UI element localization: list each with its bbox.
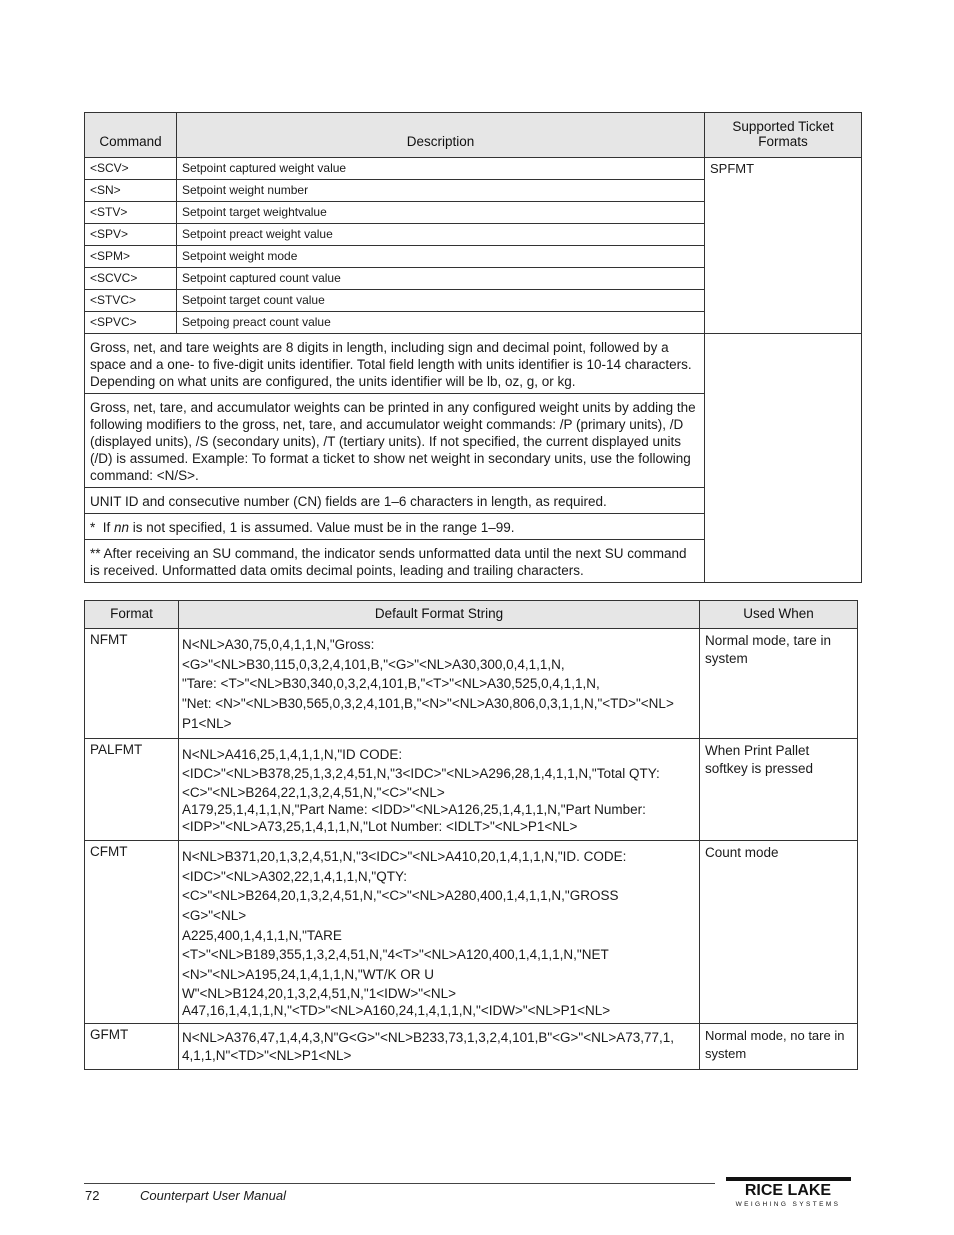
description-cell: Setpoint target weightvalue [177, 202, 705, 224]
logo-main-text: RICE LAKE [744, 1182, 832, 1199]
command-table [84, 112, 862, 583]
header-used-when: Used When [700, 601, 858, 629]
used-when: Count mode [700, 840, 858, 1023]
format-string [179, 629, 700, 739]
used-when: When Print Pallet softkey is pressed [700, 738, 858, 840]
header-supported-formats: Supported Ticket Formats [705, 113, 862, 158]
format-string-line: A225,400,1,4,1,1,N,"TARE [182, 927, 342, 943]
format-string-line: <T>"<NL>B189,355,1,3,2,4,51,N,"4<T>"<NL>A120,400,1,4,1,1,N,"NET [182, 947, 609, 963]
description-cell: Setpoint preact weight value [177, 224, 705, 246]
header-description: Description [177, 113, 705, 158]
manual-title: Counterpart User Manual [140, 1188, 286, 1203]
format-string-line: <G>"<NL>B30,115,0,3,2,4,101,B,"<G>"<NL>A30,300,0,4,1,1,N, [182, 656, 565, 672]
table-row [85, 629, 858, 739]
supported-format-cell: SPFMT [705, 158, 862, 334]
footer-rule [84, 1183, 715, 1184]
format-string-line: A47,16,1,4,1,1,N,"<TD>"<NL>A160,24,1,4,1,1,N,"<IDW>"<NL>P1<NL> [182, 1002, 611, 1018]
format-string [179, 1023, 700, 1069]
header-default-format-string: Default Format String [179, 601, 700, 629]
table-row [85, 158, 862, 180]
command-cell: <STVC> [85, 290, 177, 312]
note-star-suffix: is not specified, 1 is assumed. Value must be in the range 1–99. [129, 520, 515, 535]
format-table-header [85, 601, 858, 629]
table-row [85, 1023, 858, 1069]
format-name: CFMT [85, 840, 179, 1023]
description-cell: Setpoing preact count value [177, 312, 705, 334]
format-string-line: "Tare: <T>"<NL>B30,340,0,3,2,4,101,B,"<T>"<NL>A30,525,0,4,1,1,N, [182, 676, 600, 692]
format-name: NFMT [85, 629, 179, 739]
format-string-line: N<NL>A30,75,0,4,1,1,N,"Gross: [182, 637, 375, 652]
notes-blank-cell [705, 334, 862, 583]
format-name: GFMT [85, 1023, 179, 1069]
format-string-line: <IDP>"<NL>A73,25,1,4,1,1,N,"Lot Number: <IDLT>"<NL>P1<NL> [182, 818, 578, 834]
format-string-line: <IDC>"<NL>A302,22,1,4,1,1,N,"QTY: [182, 868, 407, 884]
format-string-line: N<NL>A416,25,1,4,1,1,N,"ID CODE: [182, 746, 403, 762]
format-string-line: <IDC>"<NL>B378,25,1,3,2,4,51,N,"3<IDC>"<NL>A296,28,1,4,1,1,N,"Total QTY: [182, 766, 660, 782]
note-nn-range [85, 514, 705, 540]
used-when: Normal mode, no tare in system [700, 1023, 858, 1069]
header-format: Format [85, 601, 179, 629]
description-cell: Setpoint weight mode [177, 246, 705, 268]
format-string-line: A179,25,1,4,1,1,N,"Part Name: <IDD>"<NL>A126,25,1,4,1,1,N,"Part Number: [182, 801, 646, 817]
format-string-line: <C>"<NL>B264,20,1,3,2,4,51,N,"<C>"<NL>A280,400,1,4,1,1,N,"GROSS [182, 888, 619, 904]
format-string [179, 840, 700, 1023]
command-cell: <STV> [85, 202, 177, 224]
command-cell: <SCVC> [85, 268, 177, 290]
description-cell: Setpoint target count value [177, 290, 705, 312]
note-unit-id: UNIT ID and consecutive number (CN) fields are 1–6 characters in length, as required. [85, 488, 705, 514]
note-star-prefix: * If [90, 520, 115, 535]
format-string-line: <N>"<NL>A195,24,1,4,1,1,N,"WT/K OR U [182, 967, 434, 983]
command-cell: <SCV> [85, 158, 177, 180]
command-cell: <SN> [85, 180, 177, 202]
note-weight-units: Gross, net, tare, and accumulator weights can be printed in any configured weight units by adding the following modifiers to the gross, net, tare, and accumulator weight commands: /P (primary units), /D (displayed units), /S (secondary units), /T (tertiary units). If not specified, the current displayed units (/D) is assumed. Example: To format a ticket to show net weight in secondary units, use the following command: <N/S>. [85, 394, 705, 488]
format-string-line: "Net: <N>"<NL>B30,565,0,3,2,4,101,B,"<N>"<NL>A30,806,0,3,1,1,N,"<TD>"<NL> [182, 696, 674, 712]
header-command: Command [85, 113, 177, 158]
logo-sub-text: WEIGHING SYSTEMS [735, 1201, 841, 1208]
note-star-italic: nn [114, 520, 130, 535]
note-weights-length: Gross, net, and tare weights are 8 digits in length, including sign and decimal point, followed by a space and a one- to five-digit units identifier. Total field length with units identifier is 10-14 characters. Depending on what units are configured, the units identifier will be lb, oz, g, or kg. [85, 334, 705, 394]
table-row [85, 840, 858, 1023]
page-number: 72 [85, 1188, 100, 1203]
rice-lake-logo [724, 1172, 854, 1208]
command-cell: <SPM> [85, 246, 177, 268]
format-string-line: P1<NL> [182, 715, 232, 731]
format-string-line: N<NL>A376,47,1,4,4,3,N"G<G>"<NL>B233,73,1,3,2,4,101,B"<G>"<NL>A73,77,1, [182, 1029, 675, 1045]
used-when: Normal mode, tare in system [700, 629, 858, 739]
format-string-line: <G>"<NL> [182, 908, 247, 924]
format-string [179, 738, 700, 840]
note-su-command: ** After receiving an SU command, the indicator sends unformatted data until the next SU command is received. Unformatted data omits decimal points, leading and trailing characters. [85, 540, 705, 583]
format-table [84, 600, 858, 1070]
command-cell: <SPV> [85, 224, 177, 246]
format-string-line: <C>"<NL>B264,22,1,3,2,4,51,N,"<C>"<NL> [182, 784, 445, 800]
note-row [85, 334, 862, 394]
format-string-line: N<NL>B371,20,1,3,2,4,51,N,"3<IDC>"<NL>A410,20,1,4,1,1,N,"ID. CODE: [182, 848, 627, 864]
description-cell: Setpoint weight number [177, 180, 705, 202]
format-string-line: 4,1,1,N"<TD>"<NL>P1<NL> [182, 1047, 352, 1063]
description-cell: Setpoint captured count value [177, 268, 705, 290]
format-name: PALFMT [85, 738, 179, 840]
format-string-line: W"<NL>B124,20,1,3,2,4,51,N,"1<IDW>"<NL> [182, 985, 457, 1001]
command-cell: <SPVC> [85, 312, 177, 334]
command-table-header [85, 113, 862, 158]
description-cell: Setpoint captured weight value [177, 158, 705, 180]
table-row [85, 738, 858, 840]
